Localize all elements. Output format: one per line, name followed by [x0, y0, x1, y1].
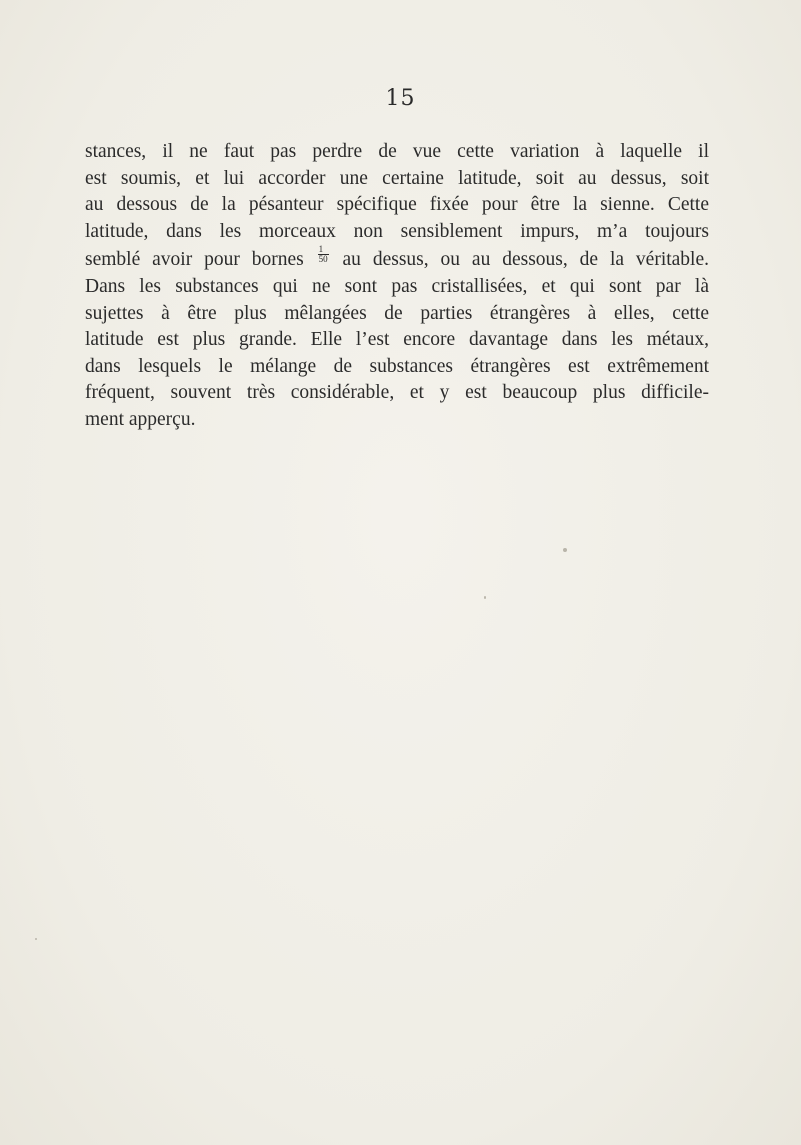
text-line: fréquent, souvent très considérable, et y est beaucoup plus difficile-: [85, 382, 709, 404]
fraction-denominator: 50: [318, 254, 328, 265]
text-line: ment apperçu.: [85, 408, 196, 430]
text-line: au dessous de la pésanteur spécifique fixée pour être la sienne. Cette: [85, 194, 709, 216]
fraction-numerator: 1: [318, 245, 329, 255]
text-line-with-fraction: [85, 245, 709, 274]
text-line: sujettes à être plus mêlangées de parties étrangères à elles, cette: [85, 302, 709, 324]
text-line: Dans les substances qui ne sont pas cristallisées, et qui sont par là: [85, 275, 709, 297]
paragraph: [85, 139, 709, 434]
text-line: dans lesquels le mélange de substances étrangères est extrêmement: [85, 355, 709, 377]
text-line: est soumis, et lui accorder une certaine latitude, soit au dessus, soit: [85, 167, 709, 189]
fraction: [318, 245, 329, 264]
paper-speck: [35, 938, 37, 940]
paper-speck: [484, 596, 486, 599]
text-segment: au dessus, ou au dessous, de la véritable.: [342, 249, 710, 271]
paper-speck: [563, 548, 567, 552]
text-line: stances, il ne faut pas perdre de vue cette variation à laquelle il: [85, 141, 709, 162]
text-line: latitude est plus grande. Elle l’est encore davantage dans les métaux,: [85, 329, 709, 351]
text-segment: semblé avoir pour bornes: [85, 249, 304, 271]
text-line: latitude, dans les morceaux non sensiblement impurs, m’a toujours: [85, 220, 709, 242]
page-number: 15: [385, 86, 416, 111]
